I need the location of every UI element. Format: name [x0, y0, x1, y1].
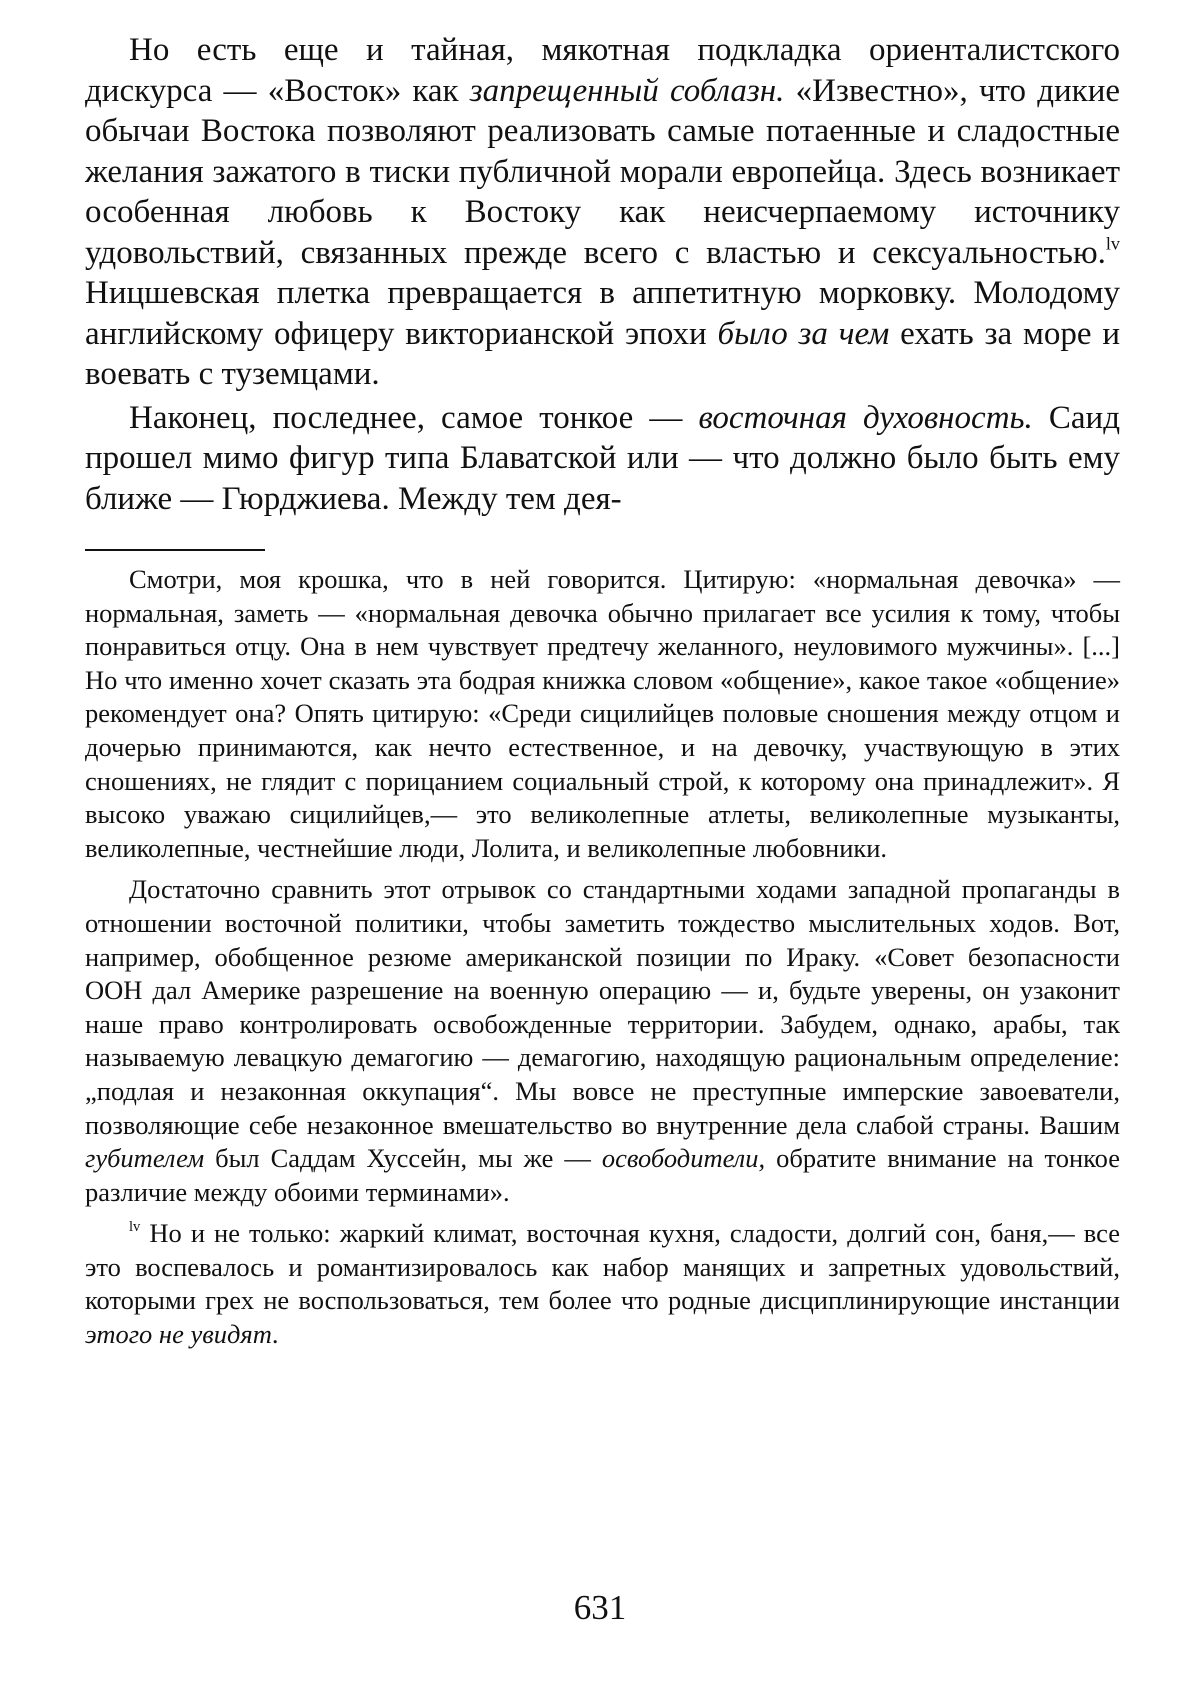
footnote-marker: lv — [129, 1219, 141, 1236]
footnote-lv: $^{lv}$ Но и не только: жаркий климат, восточная кухня, сладости, долгий сон, баня,— все это воспевалось и романтизировалось как набор манящих и запретных удовольствий, которыми грех не воспользоваться, тем более что родные дисциплинирующие инстанции этого не увидят. — [85, 1218, 1120, 1350]
footnote-iraq-comparison: Достаточно сравнить этот отрывок со стандартными ходами западной пропаганды в отношении восточной политики, чтобы заметить тождество мыслительных ходов. Вот, например, обобщенное резюме американской позиции по Ираку. «Совет безопасности ООН дал Америке разрешение на военную операцию — и, будьте уверены, он узаконит наше право контролировать освобожденные территории. Забудем, однако, арабы, так называемую левацкую демагогию — демагогию, находящую рациональным определение: „подлая и незаконная оккупация“. Мы вовсе не преступные имперские завоеватели, позволяющие себе незаконное вмешательство во внутренние дела слабой страны. Вашим губителем был Саддам Хуссейн, мы же — освободители, обратите внимание на тонкое различие между обоими терминами». — [85, 874, 1120, 1207]
emphasis: освободители, — [601, 1143, 766, 1174]
emphasis: запрещенный соблазн. — [469, 72, 785, 109]
emphasis: этого не увидят — [85, 1319, 272, 1350]
book-page — [85, 30, 1120, 1352]
footnote-ref[interactable]: lv — [1105, 232, 1120, 253]
emphasis: восточная духовность. — [698, 399, 1033, 436]
paragraph-eastern-spirituality: Наконец, последнее, самое тонкое — восточная духовность. Саид прошел мимо фигур типа Блаватской или — что должно было быть ему ближе — Гюрджиева. Между тем дея- — [85, 399, 1120, 517]
footnotes — [85, 563, 1120, 1352]
footnote-divider — [85, 549, 265, 551]
paragraph-orientalism-temptation: Но есть еще и тайная, мякотная подкладка ориенталистского дискурса — «Восток» как запрещенный соблазн. «Известно», что дикие обычаи Востока позволяют реализовать самые потаенные и сладостные желания зажатого в тиски публичной морали европейца. Здесь возникает особенная любовь к Востоку как неисчерпаемому источнику удовольствий, связанных прежде всего с властью и сексуальностью.$^{lv}$ Ницшевская плетка превращается в аппетитную морковку. Молодому английскому офицеру викторианской эпохи было за чем ехать за море и воевать с туземцами. — [85, 32, 1121, 392]
main-text — [85, 30, 1120, 519]
footnote-lolita-quote: Смотри, моя крошка, что в ней говорится. Цитирую: «нормальная девочка» — нормальная, заметь — «нормальная девочка обычно прилагает все усилия к тому, чтобы понравиться отцу. Она в нем чувствует предтечу желанного, неуловимого мужчины». [...] Но что именно хочет сказать эта бодрая книжка словом «общение», какое такое «общение» рекомендует она? Опять цитирую: «Среди сицилийцев половые сношения между отцом и дочерью принимаются, как нечто естественное, и на девочку, участвующую в этих сношениях, не глядит с порицанием социальный строй, к которому она принадлежит». Я высоко уважаю сицилийцев,— это великолепные атлеты, великолепные музыканты, великолепные, честнейшие люди, Лолита, и великолепные любовники. — [85, 564, 1120, 863]
emphasis: было за чем — [717, 315, 890, 352]
page-number: 631 — [573, 1588, 627, 1627]
emphasis: губителем — [85, 1143, 205, 1174]
